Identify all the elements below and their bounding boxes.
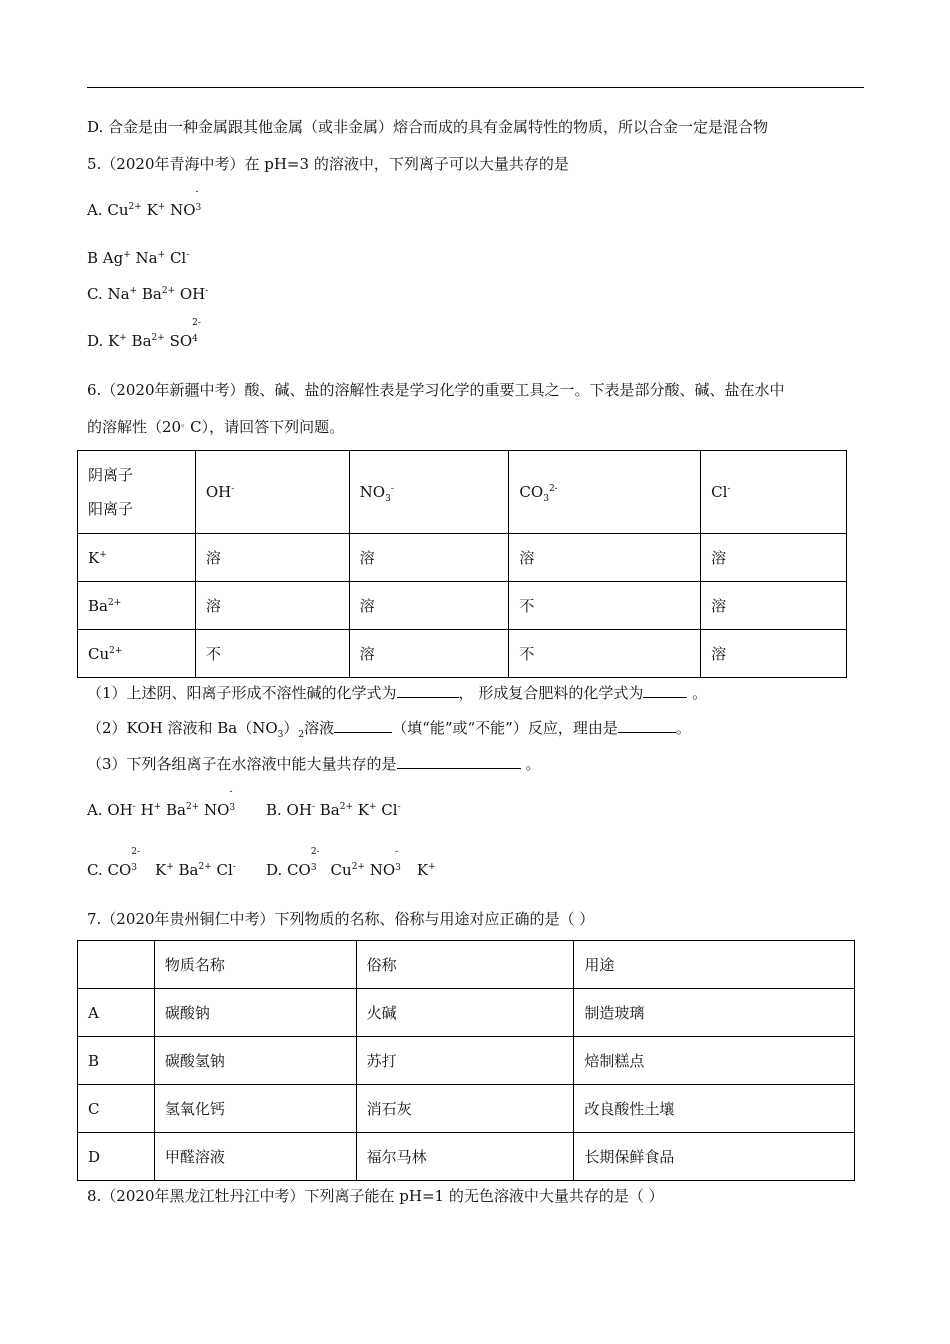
q6-option-c: C. CO 2- 3 K+ $Ba^{2+}$ Cl- (87, 847, 236, 879)
header-rule (87, 87, 864, 88)
table-cell: B (78, 1037, 155, 1085)
header-cell: 用途 (574, 941, 855, 989)
table-cell: 溶 (701, 534, 847, 582)
q5-option-a: A. $Cu^{2+}$ K+ NO - 3 (87, 187, 202, 219)
table-cell: A (78, 989, 155, 1037)
q6-option-d: D. CO 2- 3 $Cu^{2+}$ NO - 3 K+ (266, 847, 436, 879)
table-cell: 火碱 (356, 989, 574, 1037)
table-cell: C (78, 1085, 155, 1133)
header-cell: $NO_3^-$ (349, 451, 509, 534)
table-cell: 甲醛溶液 (154, 1133, 356, 1181)
table-cell: 不 (509, 582, 701, 630)
header-cell (78, 941, 155, 989)
q8-stem: 8.（2020年黑龙江牡丹江中考）下列离子能在 pH=1 的无色溶液中大量共存的是（ ） (87, 1187, 664, 1205)
table-cell: 福尔马林 (356, 1133, 574, 1181)
row-header: $Ba^{2+}$ (78, 582, 196, 630)
table-cell: 氢氧化钙 (154, 1085, 356, 1133)
q7-stem: 7.（2020年贵州铜仁中考）下列物质的名称、俗称与用途对应正确的是（ ） (87, 910, 595, 928)
table-row (78, 1133, 855, 1181)
header-cell: OH- (195, 451, 349, 534)
table-cell: 溶 (509, 534, 701, 582)
corner-cell: 阴离子 阳离子 (78, 451, 196, 534)
q6-stem-line1: 6.（2020年新疆中考）酸、碱、盐的溶解性表是学习化学的重要工具之一。下表是部分酸、碱、盐在水中 (87, 381, 785, 399)
table-cell: 不 (195, 630, 349, 678)
solubility-table (77, 450, 847, 678)
table-row (78, 1037, 855, 1085)
table-row (78, 582, 847, 630)
table-row (78, 1085, 855, 1133)
table-cell: 改良酸性土壤 (574, 1085, 855, 1133)
table-cell: 溶 (349, 582, 509, 630)
table-row (78, 451, 847, 534)
header-cell: Cl- (701, 451, 847, 534)
table-row (78, 989, 855, 1037)
header-cell: 俗称 (356, 941, 574, 989)
table-cell: 苏打 (356, 1037, 574, 1085)
table-cell: 消石灰 (356, 1085, 574, 1133)
table-cell: 不 (509, 630, 701, 678)
table-cell: 溶 (701, 630, 847, 678)
q5-option-b: B Ag+ Na+ Cl- (87, 249, 190, 267)
q6-part2: （2）KOH 溶液和 $Ba(NO_3)_2$溶液 （填“能”或“不能”）反应，理由是 。 (87, 719, 691, 740)
table-cell: 溶 (349, 534, 509, 582)
header-cell: 物质名称 (154, 941, 356, 989)
q6-part3: （3）下列各组离子在水溶液中能大量共存的是 。 (87, 755, 541, 773)
q5-stem: 5.（2020年青海中考）在 pH=3 的溶液中，下列离子可以大量共存的是 (87, 155, 569, 173)
q6-option-b: B. OH- $Ba^{2+}$ K+ Cl- (266, 801, 401, 819)
table-cell: D (78, 1133, 155, 1181)
table-cell: 溶 (349, 630, 509, 678)
table-cell: 溶 (195, 534, 349, 582)
q5-option-c: C. Na+ $Ba^{2+}$ OH- (87, 285, 209, 303)
table-row (78, 534, 847, 582)
row-header: $Cu^{2+}$ (78, 630, 196, 678)
q6-part1: （1）上述阴、阳离子形成不溶性碱的化学式为 ， 形成复合肥料的化学式为 。 (87, 684, 708, 702)
substance-table (77, 940, 855, 1181)
table-cell: 焙制糕点 (574, 1037, 855, 1085)
q4-option-d: D. 合金是由一种金属跟其他金属（或非金属）熔合而成的具有金属特性的物质，所以合金一定是混合物 (87, 118, 769, 136)
table-row (78, 941, 855, 989)
table-row (78, 630, 847, 678)
table-cell: 溶 (701, 582, 847, 630)
table-cell: 长期保鲜食品 (574, 1133, 855, 1181)
header-cell: $CO_3^{2-}$ (509, 451, 701, 534)
table-cell: 碳酸钠 (154, 989, 356, 1037)
q6-stem-line2: 的溶解性（20。C），请回答下列问题。 (87, 418, 345, 436)
q6-option-a: A. OH- H+ $Ba^{2+}$ NO - 3 (87, 787, 236, 819)
table-cell: 制造玻璃 (574, 989, 855, 1037)
row-header: K+ (78, 534, 196, 582)
q5-option-d: D. K+ $Ba^{2+}$ SO 2- 4 (87, 318, 201, 350)
table-cell: 碳酸氢钠 (154, 1037, 356, 1085)
table-cell: 溶 (195, 582, 349, 630)
